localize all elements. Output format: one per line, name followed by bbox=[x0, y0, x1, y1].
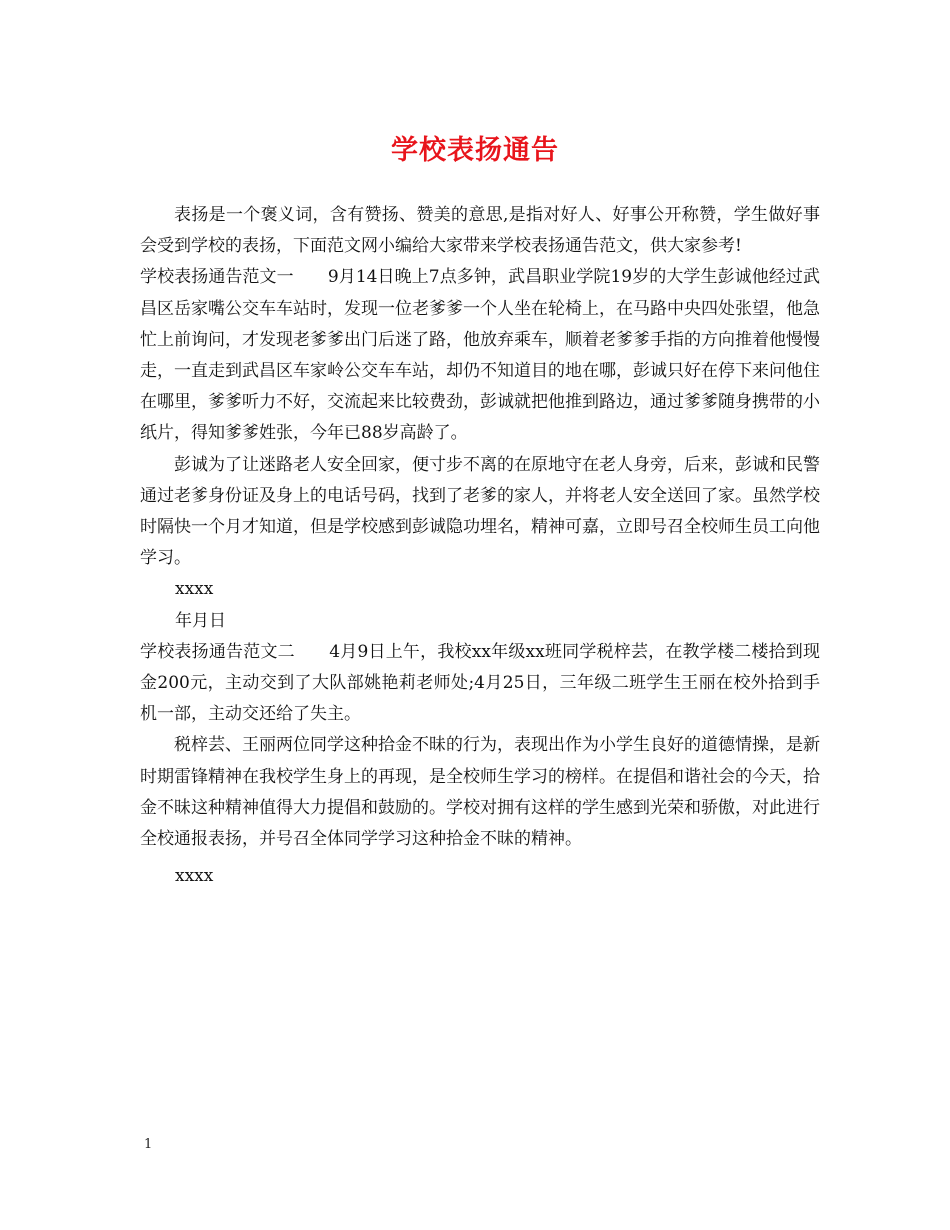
page-number: 1 bbox=[144, 1137, 153, 1152]
intro-paragraph: 表扬是一个褒义词，含有赞扬、赞美的意思,是指对好人、好事公开称赞，学生做好事会受到学校的表扬，下面范文网小编给大家带来学校表扬通告范文，供大家参考! bbox=[140, 205, 820, 257]
document-body bbox=[140, 200, 820, 892]
sample-one-signature: xxxx bbox=[175, 579, 214, 600]
sample-two-signature: xxxx bbox=[175, 866, 214, 887]
sample-one-followup-paragraph: 彭诚为了让迷路老人安全回家，便寸步不离的在原地守在老人身旁，后来，彭诚和民警通过老爹身份证及身上的电话号码，找到了老爹的家人，并将老人安全送回了家。虽然学校时隔快一个月才知道，但是学校感到彭诚隐功埋名，精神可嘉，立即号召全校师生员工向他学习。 bbox=[140, 454, 820, 569]
sample-one-date: 年月日 bbox=[175, 610, 226, 631]
document-title: 学校表扬通告 bbox=[391, 135, 559, 166]
sample-two-followup-paragraph: 税梓芸、王丽两位同学这种拾金不昧的行为，表现出作为小学生良好的道德情操，是新时期雷锋精神在我校学生身上的再现，是全校师生学习的榜样。在提倡和谐社会的今天，拾金不昧这种精神值得大力提倡和鼓励的。学校对拥有这样的学生感到光荣和骄傲，对此进行全校通报表扬，并号召全体同学学习这种拾金不昧的精神。 bbox=[140, 735, 820, 850]
sample-two-paragraph: 学校表扬通告范文二 4月9日上午，我校xx年级xx班同学税梓芸，在教学楼二楼拾到现金200元，主动交到了大队部姚艳莉老师处;4月25日，三年级二班学生王丽在校外拾到手机一部，主动交还给了失主。 bbox=[140, 641, 820, 725]
sample-one-paragraph: 学校表扬通告范文一 9月14日晚上7点多钟，武昌职业学院19岁的大学生彭诚他经过武昌区岳家嘴公交车车站时，发现一位老爹爹一个人坐在轮椅上，在马路中央四处张望，他急忙上前询问，才发现老爹爹出门后迷了路，他放弃乘车，顺着老爹爹手指的方向推着他慢慢走，一直走到武昌区车家岭公交车车站，却仍不知道目的地在哪，彭诚只好在停下来问他住在哪里，爹爹听力不好，交流起来比较费劲，彭诚就把他推到路边，通过爹爹随身携带的小纸片，得知爹爹姓张，今年已88岁高龄了。 bbox=[140, 267, 820, 444]
